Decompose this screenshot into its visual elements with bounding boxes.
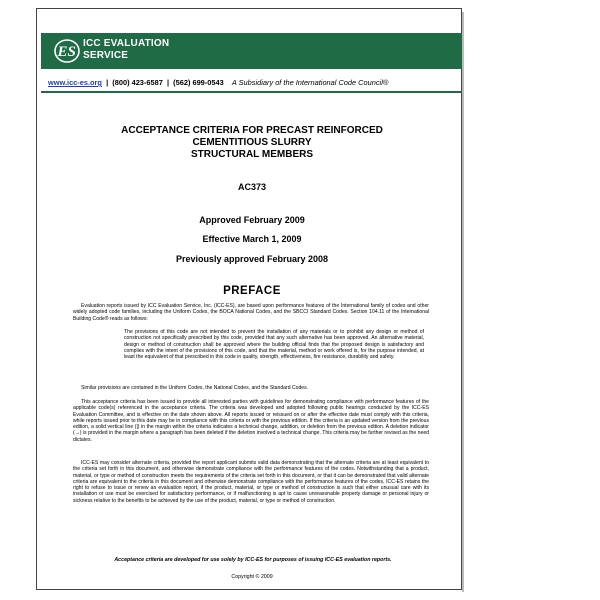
- logo-text: [83, 38, 169, 62]
- header-banner: [41, 33, 462, 69]
- usage-note: Acceptance criteria are developed for use solely by ICC-ES for purposes of issuing ICC-ES evaluation reports.: [114, 557, 392, 563]
- title-line-2: CEMENTITIOUS SLURRY: [192, 137, 312, 148]
- title-line-1: ACCEPTANCE CRITERIA FOR PRECAST REINFORCED: [121, 125, 383, 136]
- separator: |: [166, 78, 170, 87]
- code-quote-block: The provisions of this code are not intended to prevent the installation of any materials or to prohibit any design or method of construction not specifically prescribed by this code, provided that any such alternative has been approved. An alternative material, design or method of construction shall be approved where the building official finds that the proposed design is satisfactory and complies with the intent of the provisions of this code, and that the material, method or work offered is, for the purpose intended, at least the equivalent of that prescribed in this code in quality, strength, effectiveness, fire resistance, durability and safety.: [124, 329, 424, 361]
- header-rule: [41, 91, 462, 93]
- preface-paragraph-2: Similar provisions are contained in the Uniform Codes, the National Codes, and the Standard Codes.: [81, 385, 309, 391]
- svg-text:ES: ES: [57, 44, 76, 60]
- title-line-3: STRUCTURAL MEMBERS: [190, 149, 314, 160]
- copyright: Copyright © 2009: [231, 574, 273, 580]
- es-logo-icon: [53, 37, 81, 65]
- preface-heading: PREFACE: [223, 285, 281, 297]
- document-code: AC373: [237, 182, 266, 192]
- preface-paragraph-4: ICC-ES may consider alternate criteria, provided the report applicant submits valid data demonstrating that the alternate criteria are at least equivalent to the criteria set forth in this document, and otherwise demonstrate compliance with the performance features of the codes. Notwithstanding that a product, material, or type or method of construction meets the requirements of the criteria set forth in this document, or that it can be demonstrated that valid alternate criteria are equivalent to the criteria in this document and otherwise demonstrate compliance with the performance features of the codes, ICC-ES retains the right to refuse to issue or renew an evaluation report, if the product, material, or type or method of construction is such that either unusual care with its installation or use must be exercised for satisfactory performance, or if malfunctioning is apt to cause unreasonable property damage or personal injury or sickness relative to the benefits to be achieved by the use of the product, material, or type or method of construction.: [73, 460, 429, 504]
- website-link[interactable]: www.icc-es.org: [48, 78, 102, 87]
- document-title: [77, 125, 427, 161]
- logo-line1: ICC EVALUATION: [83, 38, 170, 49]
- effective-date: Effective March 1, 2009: [202, 234, 302, 244]
- phone-number-2: (562) 699-0543: [173, 78, 224, 87]
- approved-date: Approved February 2009: [199, 215, 305, 225]
- subsidiary-text: A Subsidiary of the International Code Council®: [231, 78, 389, 87]
- logo-line2: SERVICE: [83, 50, 129, 61]
- separator: |: [106, 78, 109, 87]
- document-page: [36, 8, 462, 590]
- preface-paragraph-3: This acceptance criteria has been issued to provide all interested parties with guidelines for demonstrating compliance with performance features of the applicable code(s) referenced in the acceptance criteria. The criteria was developed and adopted following public hearings conducted by the ICC-ES Evaluation Committee, and is effective on the date shown above. All reports issued or reissued on or after the effective date must comply with this criteria, while reports issued prior to this date may be in compliance with this criteria or with the previous edition. If the criteria is an updated version from the previous edition, a solid vertical line (|) in the margin within the criteria indicates a technical change, addition, or deletion from the previous edition. A deletion indicator (→) is provided in the margin where a paragraph has been deleted if the deletion involved a technical change. This criteria may be further revised as the need dictates.: [73, 399, 429, 443]
- contact-bar: [48, 78, 458, 87]
- previously-approved-date: Previously approved February 2008: [175, 254, 329, 264]
- phone-number-1: (800) 423-6587: [112, 78, 163, 87]
- preface-paragraph-1: Evaluation reports issued by ICC Evaluation Service, Inc. (ICC-ES), are based upon performance features of the International family of codes and other widely adopted code families, including the Uniform Codes, the BOCA National Codes, and the SBCCI Standard Codes. Section 104.11 of the International Building Code® reads as follows:: [73, 303, 429, 322]
